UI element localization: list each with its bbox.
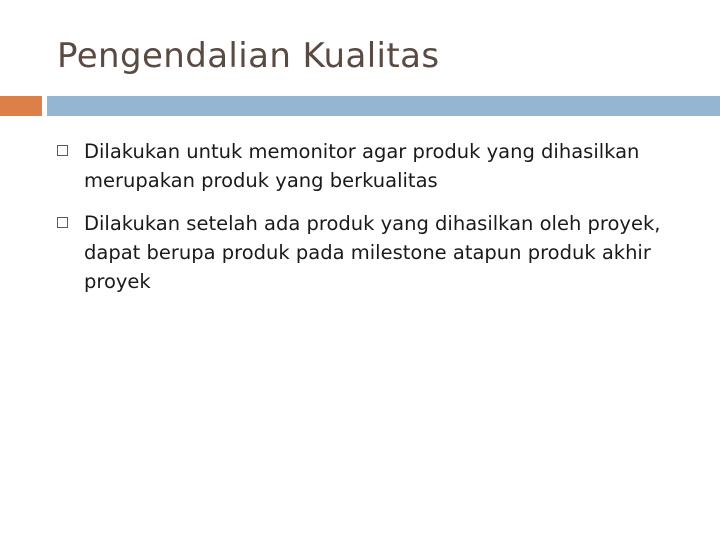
bullet-item xyxy=(57,209,697,296)
bullet-text: Dilakukan untuk memonitor agar produk yang dihasilkan merupakan produk yang berkualitas xyxy=(84,140,640,192)
hollow-square-bullet-icon xyxy=(57,145,68,156)
bullet-text: Dilakukan setelah ada produk yang dihasilkan oleh proyek, dapat berupa produk pada milestone atapun produk akhir proyek xyxy=(84,212,661,293)
bullet-list xyxy=(57,137,697,310)
title-rule-bar xyxy=(47,96,720,116)
title-accent-bar xyxy=(0,96,42,116)
slide-title: Pengendalian Kualitas xyxy=(57,36,440,76)
hollow-square-bullet-icon xyxy=(57,217,68,228)
bullet-item xyxy=(57,137,697,195)
